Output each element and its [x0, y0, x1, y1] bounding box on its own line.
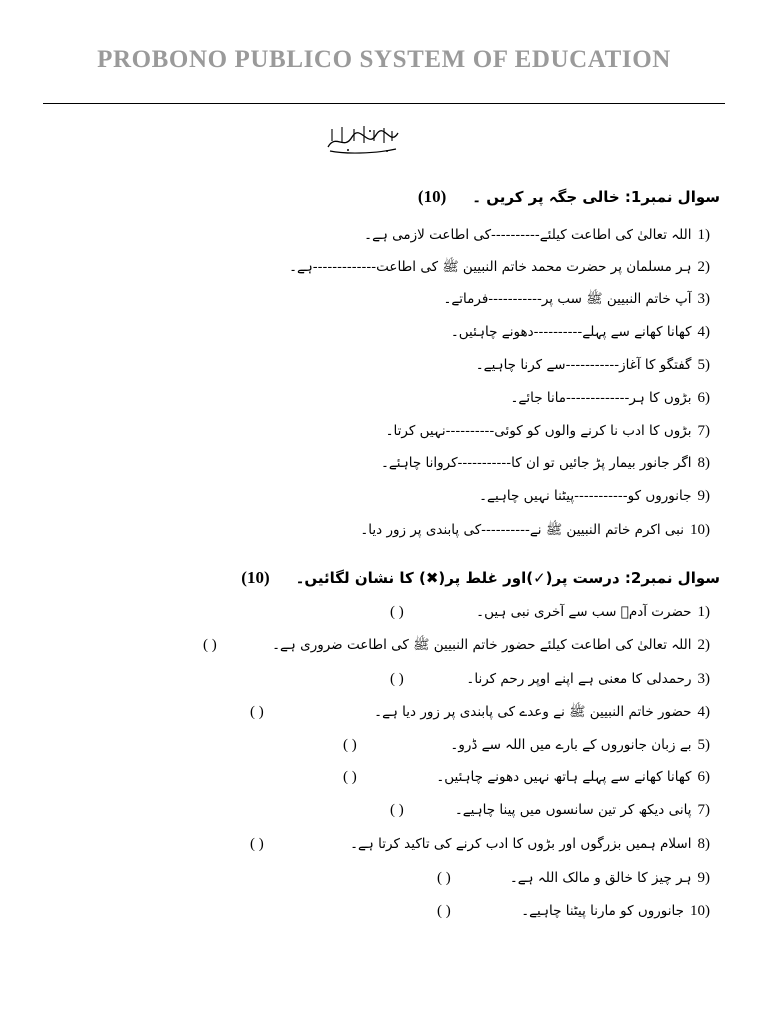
- q2-item-4: [374, 703, 710, 721]
- q2-item-8: [350, 835, 710, 853]
- question-2-title: [241, 568, 720, 588]
- item-text: بڑوں کا ادب نا کرنے والوں کو کوئی----------نہیں کرتا۔: [385, 423, 692, 439]
- item-number: 8): [697, 836, 710, 852]
- q2-item-9: [510, 869, 710, 887]
- item-text: اگر جانور بیمار پڑ جائیں تو ان کا-----------کروانا چاہئے۔: [380, 455, 692, 471]
- q2-item-7: [455, 801, 710, 819]
- item-number: 6): [697, 390, 710, 406]
- answer-box-1[interactable]: ( ): [390, 604, 404, 620]
- q1-item-8: [381, 454, 710, 472]
- item-number: 1): [697, 604, 710, 620]
- item-text: کھانا کھانے سے پہلے ہاتھ نہیں دھونے چاہئیں۔: [436, 769, 692, 785]
- item-number: 9): [697, 870, 710, 886]
- item-text: کھانا کھانے سے پہلے----------دھونے چاہئیں۔: [450, 324, 692, 340]
- answer-box-4[interactable]: ( ): [250, 704, 264, 720]
- q1-item-10: [360, 521, 710, 539]
- item-number: 6): [697, 769, 710, 785]
- answer-box-10[interactable]: ( ): [437, 903, 451, 919]
- item-text: ہر مسلمان پر حضرت محمد خاتم النبیین ﷺ کی اطاعت-------------ہے۔: [289, 259, 692, 275]
- q2-item-10: [521, 902, 710, 920]
- q2-item-1: [476, 603, 710, 621]
- school-header: PROBONO PUBLICO SYSTEM OF EDUCATION: [97, 46, 671, 73]
- answer-box-2[interactable]: ( ): [203, 637, 217, 653]
- item-text: بے زبان جانوروں کے بارے میں اللہ سے ڈرو۔: [450, 737, 692, 753]
- item-text: جانوروں کو مارنا پیٹنا چاہیے۔: [521, 903, 684, 919]
- item-number: 3): [697, 671, 710, 687]
- item-text: اسلام ہمیں بزرگوں اور بڑوں کا ادب کرنے کی تاکید کرتا ہے۔: [350, 836, 692, 852]
- q1-item-1: [364, 226, 710, 244]
- question-2-label: سوال نمبر2: درست پر(✓)اور غلط پر(✖) کا نشان لگائیں۔: [295, 569, 720, 587]
- answer-box-9[interactable]: ( ): [437, 870, 451, 886]
- item-text: اللہ تعالیٰ کی اطاعت کیلئے حضور خاتم النبیین ﷺ کی اطاعت ضروری ہے۔: [272, 637, 692, 653]
- item-text: رحمدلی کا معنی ہے اپنے اوپر رحم کرنا۔: [466, 671, 692, 687]
- item-text: حضرت آدمؑ سب سے آخری نبی ہیں۔: [476, 604, 692, 620]
- item-text: پانی دیکھ کر تین سانسوں میں پینا چاہیے۔: [454, 802, 692, 818]
- item-number: 9): [697, 488, 710, 504]
- item-text: آپ خاتم النبیین ﷺ سب پر-----------فرماتے۔: [443, 291, 692, 307]
- bismillah-calligraphy: [324, 123, 402, 155]
- answer-box-5[interactable]: ( ): [343, 737, 357, 753]
- q2-item-3: [466, 670, 710, 688]
- q1-item-9: [479, 487, 710, 505]
- q2-item-5: [450, 736, 710, 754]
- q1-item-2: [289, 258, 710, 276]
- item-number: 10): [690, 903, 710, 919]
- item-text: بڑوں کا ہر-------------مانا جائے۔: [510, 390, 692, 406]
- q1-item-3: [443, 290, 710, 308]
- item-number: 4): [697, 324, 710, 340]
- item-number: 7): [697, 423, 710, 439]
- answer-box-8[interactable]: ( ): [250, 836, 264, 852]
- item-number: 1): [697, 227, 710, 243]
- question-2-marks: (10): [241, 568, 270, 587]
- question-1-title: [418, 187, 720, 207]
- answer-box-7[interactable]: ( ): [390, 802, 404, 818]
- item-number: 8): [697, 455, 710, 471]
- item-text: حضور خاتم النبیین ﷺ نے وعدے کی پابندی پر زور دیا ہے۔: [374, 704, 692, 720]
- question-1-label: سوال نمبر1: خالی جگہ پر کریں ۔: [472, 188, 720, 206]
- q1-item-7: [386, 422, 710, 440]
- answer-box-6[interactable]: ( ): [343, 769, 357, 785]
- answer-box-3[interactable]: ( ): [390, 671, 404, 687]
- item-number: 7): [697, 802, 710, 818]
- q1-item-6: [511, 389, 711, 407]
- header-divider: [43, 103, 725, 104]
- item-number: 5): [697, 737, 710, 753]
- item-text: ہر چیز کا خالق و مالک اللہ ہے۔: [509, 870, 692, 886]
- item-text: اللہ تعالیٰ کی اطاعت کیلئے----------کی اطاعت لازمی ہے۔: [364, 227, 692, 243]
- item-text: نبی اکرم خاتم النبیین ﷺ نے----------کی پابندی پر زور دیا۔: [360, 522, 684, 538]
- item-number: 4): [697, 704, 710, 720]
- q2-item-2: [272, 636, 710, 654]
- item-number: 10): [690, 522, 710, 538]
- q2-item-6: [436, 768, 710, 786]
- q1-item-4: [451, 323, 710, 341]
- question-1-marks: (10): [417, 187, 447, 206]
- item-text: جانوروں کو-----------پیٹنا نہیں چاہیے۔: [479, 488, 692, 504]
- item-text: گفتگو کا آغاز-----------سے کرنا چاہیے۔: [475, 357, 692, 373]
- item-number: 2): [697, 637, 710, 653]
- item-number: 2): [697, 259, 710, 275]
- item-number: 3): [697, 291, 710, 307]
- q1-item-5: [476, 356, 710, 374]
- item-number: 5): [697, 357, 710, 373]
